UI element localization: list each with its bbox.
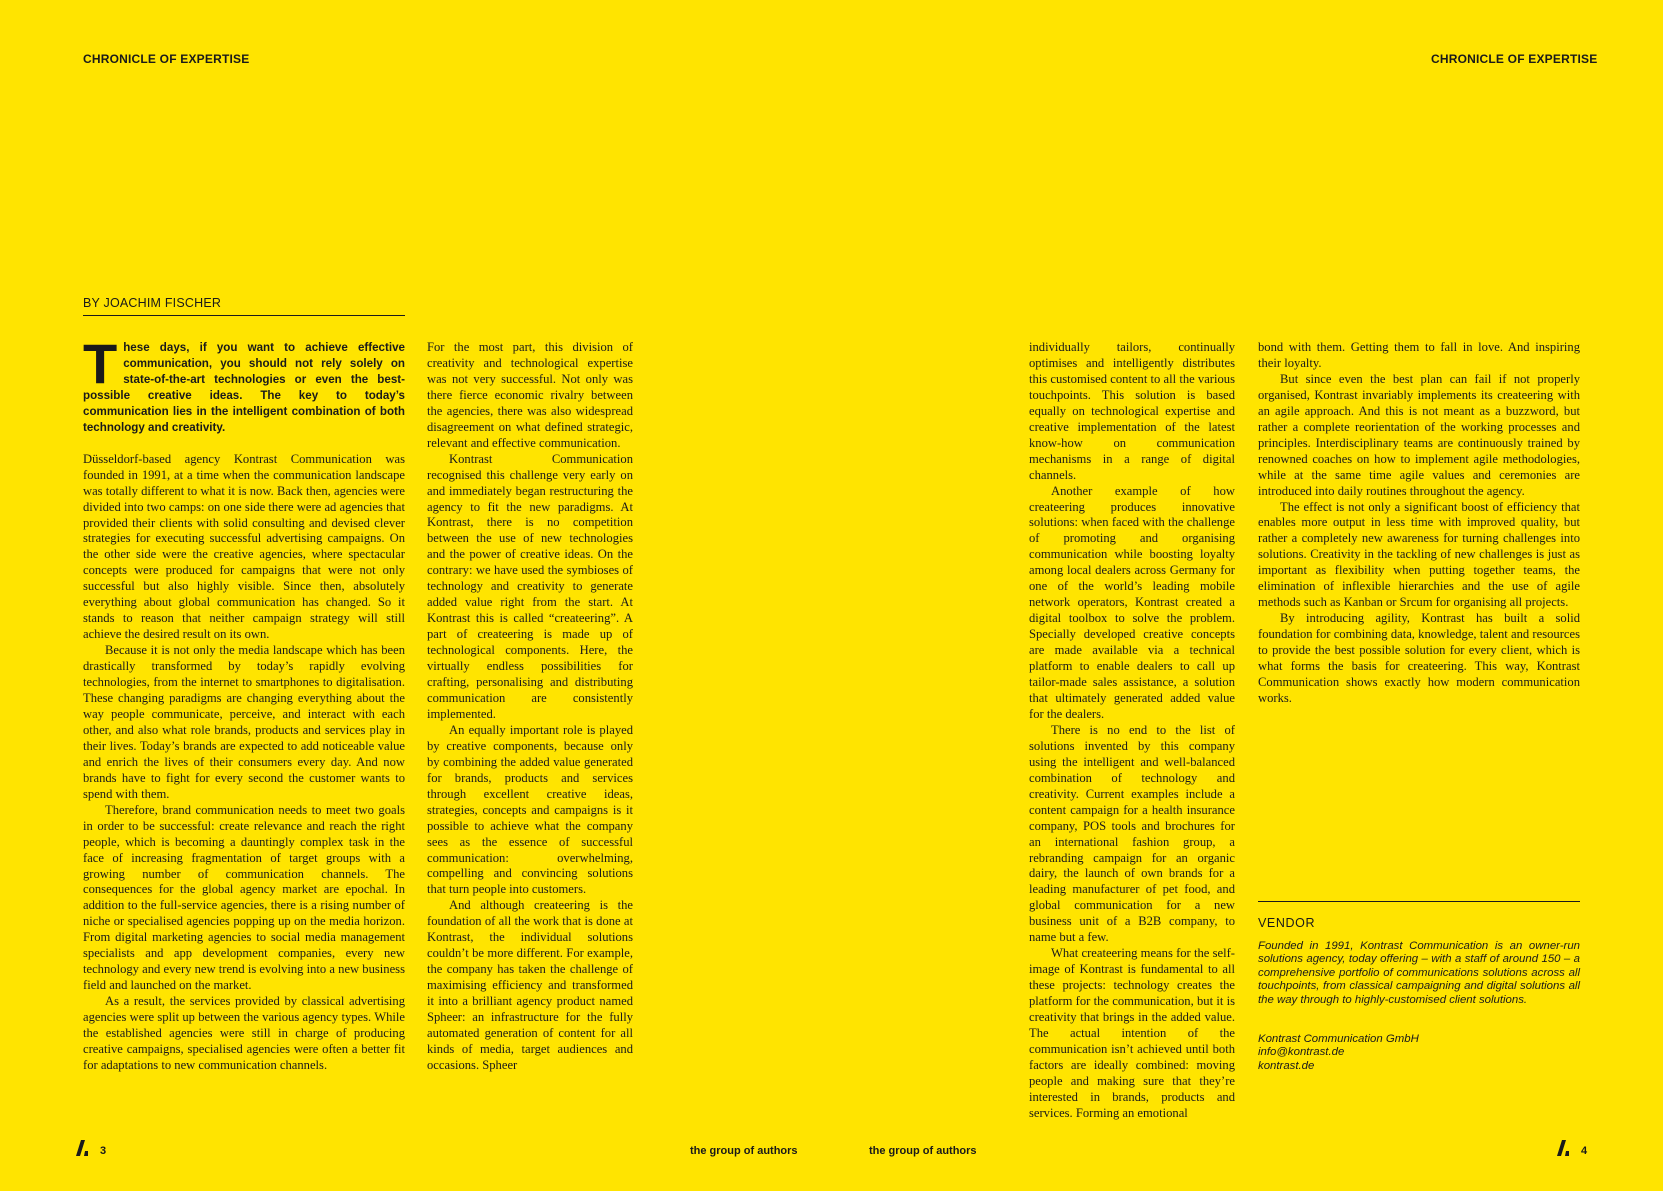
lead-text: hese days, if you want to achieve effective communication, you should not rely solely on state-of-the-art technologies or even the best-possible creative ideas. The key to today’s communication lies in the intelligent combination of both technology and creativity. [83, 341, 405, 434]
paragraph: Another example of how createering produces innovative solutions: when faced with the challenge of promoting and organising communication while boosting loyalty among local dealers across Germany for one of the world’s leading mobile network operators, Kontrast created a digital toolbox to solve the problem. Specially developed creative concepts are made available via a technical platform to enable dealers to call up tailor-made sales assistance, a solution that ultimately generated added value for the dealers. [1029, 483, 1235, 721]
paragraph: individually tailors, continually optimises and intelligently distributes this customised content to all the various touchpoints. This solution is based equally on technological expertise and creative implementation of the latest know-how on communication mechanisms in a range of digital channels. [1029, 340, 1235, 482]
paragraph: And although createering is the foundation of all the work that is done at Kontrast, the individual solutions couldn’t be more different. For example, the company has taken the challenge of maximising efficiency and transformed it into a brilliant agency product named Spheer: an infrastructure for the fully automated generation of content for all kinds of media, target audiences and occasions. Spheer [427, 898, 633, 1072]
drop-cap: T [83, 332, 118, 395]
footer-label-right: the group of authors [869, 1145, 977, 1157]
paragraph: By introducing agility, Kontrast has built a solid foundation for combining data, knowledge, talent and resources to provide the best possible solution for every client, which is what forms the basis for createering. This way, Kontrast Communication shows exactly how modern communication works. [1258, 611, 1580, 705]
article-column-2 [427, 340, 633, 1074]
vendor-email-link[interactable]: info@kontrast.de [1258, 1046, 1345, 1059]
article-column-1 [83, 332, 405, 1074]
running-header-right: CHRONICLE OF EXPERTISE [1431, 52, 1598, 66]
paragraph: Because it is not only the media landscape which has been drastically transformed by today’s rapidly evolving technologies, from the internet to smartphones to digitalisation. These changing paradigms are changing everything about the way people communicate, perceive, and interact with each other, and also what role brands, products and services play in their lives. Today’s brands are expected to add noticeable value and enrich the lives of their consumers every day. And now brands have to fight for every second the customer wants to spend with them. [83, 643, 405, 801]
paragraph: There is no end to the list of solutions invented by this company using the intelligent and well-balanced combination of technology and creativity. Current examples include a content campaign for a health insurance company, POS tools and brochures for an international fashion group, a rebranding campaign for an organic dairy, the launch of own brands for a leading manufacturer of pet food, and global communication for a new business unit of a B2B company, to name but a few. [1029, 722, 1235, 945]
paragraph: The effect is not only a significant boost of efficiency that enables more output in less time with improved quality, but rather a completely new awareness for turning challenges into solutions. Creativity in the tackling of new challenges is just as important as flexibility when putting together teams, the elimination of inflexible hierarchies and the use of agile methods such as Kanban or Srcum for organising all projects. [1258, 499, 1580, 610]
running-header-left: CHRONICLE OF EXPERTISE [83, 52, 250, 66]
page-number-right: 4 [1581, 1145, 1588, 1157]
article-column-4 [1258, 340, 1580, 707]
vendor-divider [1258, 901, 1580, 902]
vendor-website-link[interactable]: kontrast.de [1258, 1059, 1315, 1072]
paragraph: bond with them. Getting them to fall in love. And inspiring their loyalty. [1258, 340, 1580, 370]
paragraph: An equally important role is played by creative components, because only by combining the added value generated for brands, products and services through excellent creative ideas, strategies, concepts and campaigns is it possible to achieve what the company sees as the essence of successful communication: overwhelming, compelling and convincing solutions that turn people into customers. [427, 722, 633, 897]
paragraph: As a result, the services provided by classical advertising agencies were split up between the various agency types. While the established agencies were still in charge of producing creative campaigns, specialised agencies were often a better fit for adaptations to new communication channels. [83, 994, 405, 1072]
vendor-description: Founded in 1991, Kontrast Communication is an owner-run solutions agency, today offering – with a staff of around 150 – a comprehensive portfolio of communications solutions across all touchpoints, from classical campaigning and digital solutions all the way through to highly-customised client solutions. [1258, 940, 1580, 1006]
article-lead [83, 332, 405, 436]
page-number-left: 3 [100, 1145, 107, 1157]
vendor-company: Kontrast Communication GmbH [1258, 1033, 1419, 1045]
paragraph: For the most part, this division of creativity and technological expertise was not very successful. Not only was there fierce economic rivalry between the agencies, there was also widespread disagreement on what defined strategic, relevant and effective communication. [427, 340, 633, 450]
paragraph: Kontrast Communication recognised this challenge very early on and immediately began restructuring the agency to fit the new paradigms. At Kontrast, there is no competition between the use of new technologies and the power of creative ideas. On the contrary: we have used the symbioses of technology and creativity to generate added value right from the start. At Kontrast this is called “createering”. A part of createering is made up of technological components. Here, the virtually endless possibilities for crafting, personalising and distributing communication are consistently implemented. [427, 451, 633, 721]
paragraph: Therefore, brand communication needs to meet two goals in order to be successful: create relevance and reach the right people, which is becoming a dauntingly complex task in the face of increasing fragmentation of target groups with a growing number of communication channels. The consequences for the global agency market are epochal. In addition to the full-service agencies, there is a rising number of niche or specialised agencies popping up on the media horizon. From digital marketing agencies to social media management specialists and app development companies, every new technology and every new trend is evolving into a new business field and launched on the market. [83, 802, 405, 993]
vendor-contact [1258, 1033, 1580, 1073]
footer-label-left: the group of authors [690, 1145, 798, 1157]
slash-logo-icon [76, 1140, 90, 1156]
paragraph: But since even the best plan can fail if not properly organised, Kontrast invariably implements its createering with an agile approach. And this is not meant as a buzzword, but rather a complete reorientation of the working processes and principles. Interdisciplinary teams are continuously trained by renowned coaches on how to implement agile methodologies, while at the same time agile values and ceremonies are introduced into daily routines throughout the agency. [1258, 371, 1580, 498]
paragraph: Düsseldorf-based agency Kontrast Communication was founded in 1991, at a time when the communication landscape was totally different to what it is now. Back then, agencies were divided into two camps: on one side there were ad agencies that provided their clients with solid consulting and devised clever strategies for executing successful advertising campaigns. On the other side were the creative agencies, where spectacular concepts were produced for campaigns that were not only successful but also highly visible. Since then, absolutely everything about global communication has changed. So it stands to reason that neither campaign strategy will still achieve the desired result on its own. [83, 451, 405, 642]
paragraph: What createering means for the self-image of Kontrast is fundamental to all these projects: technology creates the platform for the communication, but it is creativity that brings in the added value. The actual intention of the communication isn’t achieved until both factors are ideally combined: moving people and making sure that they’re interested in brands, products and services. Forming an emotional [1029, 946, 1235, 1120]
byline: BY JOACHIM FISCHER [83, 296, 405, 316]
slash-logo-icon [1557, 1140, 1571, 1156]
article-column-3 [1029, 340, 1235, 1122]
vendor-heading: VENDOR [1258, 916, 1316, 930]
